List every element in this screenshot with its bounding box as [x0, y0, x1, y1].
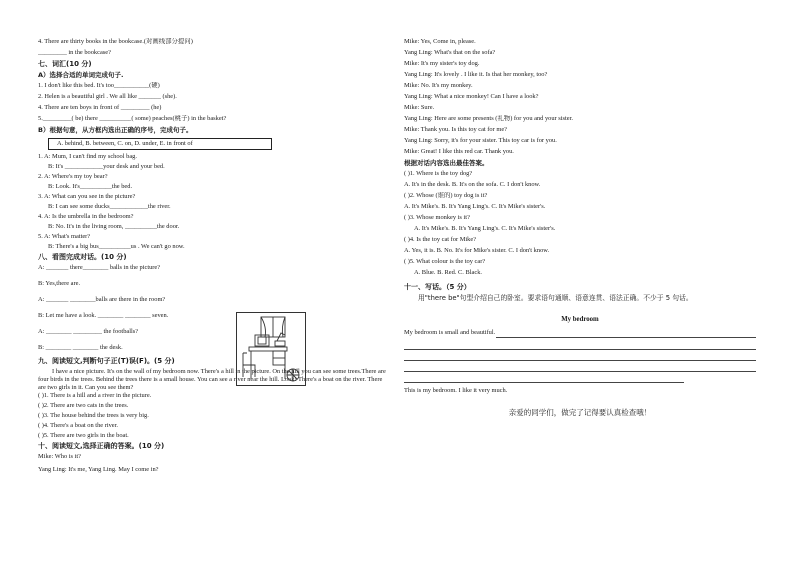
section-11-title: 十一、写话。（5 分） — [404, 283, 471, 291]
dialog-line: Mike: It's my sister's toy dog. — [404, 60, 480, 67]
judge-item: ( )3. The house behind the trees is very big. — [38, 412, 149, 419]
picture-dialog-line: B: Yes,there are. — [38, 280, 81, 287]
judge-item: ( )1. There is a hill and a river in the picture. — [38, 392, 152, 399]
section-7b-title: B）根据句意，从方框内选出正确的序号，完成句子。 — [38, 126, 193, 134]
question-options: A. Blue. B. Red. C. Black. — [414, 269, 482, 276]
reading-dialog-line: Yang Ling: It's me, Yang Ling. May I come in? — [38, 466, 159, 473]
fill-item: 1. I don't like this bed. It's too___________(硬) — [38, 82, 160, 89]
question-stem: ( )3. Whose monkey is it? — [404, 214, 470, 221]
section-7a-title: A）选择合适的单词完成句子. — [38, 71, 124, 79]
fill-item: 5._________( be) there __________( some) peaches(桃子) in the basket? — [38, 115, 227, 122]
dialog-line: Yang Ling: It's lovely . I like it. Is that her monkey, too? — [404, 71, 548, 78]
dialog-item: B: I can see some ducks____________the river. — [48, 203, 171, 210]
writing-line[interactable] — [404, 339, 756, 350]
options-box: A. behind, B. between, C. on, D. under, E. in front of — [48, 138, 272, 150]
dialog-line: Yang Ling: Sorry, it's for your sister. This toy car is for you. — [404, 137, 557, 144]
dialog-line: Mike: Great! I like this red car. Thank you. — [404, 148, 514, 155]
fill-item: 2. Helen is a beautiful girl . We all like _______ (she). — [38, 93, 177, 100]
judge-item: ( )2. There are two cats in the trees. — [38, 402, 129, 409]
fill-item: 4. There are ten boys in front of _________ (he) — [38, 104, 162, 111]
dialog-item: B: No. It's in the living room, __________the door. — [48, 223, 180, 230]
picture-dialog-line: B: ________ ________ the desk. — [38, 344, 123, 351]
writing-line[interactable] — [496, 337, 756, 338]
dialog-line: Yang Ling: What a nice monkey! Can I have a look? — [404, 93, 539, 100]
dialog-line: Mike: No. It's my monkey. — [404, 82, 473, 89]
dialog-line: Mike: Yes, Come in, please. — [404, 38, 476, 45]
writing-line[interactable] — [404, 361, 756, 372]
picture-dialog-line: B: Let me have a look. ________ ________ seven. — [38, 312, 169, 319]
writing-task: 用"there be"句型介绍自己的卧室。要求语句通顺、语意连贯、语法正确。不少于 5 句话。 — [418, 294, 693, 302]
reading-dialog-line: Mike: Who is it? — [38, 453, 82, 460]
question-options: A. It's in the desk. B. It's on the sofa. C. I don't know. — [404, 181, 541, 188]
dialog-item: 3. A: What can you see in the picture? — [38, 193, 136, 200]
dialog-item: B: Look. It's__________the bed. — [48, 183, 133, 190]
picture-dialog-line: A: _______ ________balls are there in the room? — [38, 296, 166, 303]
room-illustration-icon — [237, 313, 305, 385]
questions-title: 根据对话内容选出最佳答案。 — [404, 159, 489, 167]
question-options: A. It's Mike's. B. It's Yang Ling's. C. It's Mike's sister's. — [404, 203, 546, 210]
dialog-line: Mike: Sure. — [404, 104, 435, 111]
writing-line[interactable] — [404, 372, 684, 383]
question-options: A. It's Mike's. B. It's Yang Ling's. C. It's Mike's sister's. — [414, 225, 556, 232]
essay-end: This is my bedroom. I like it very much. — [404, 387, 508, 395]
room-picture — [236, 312, 306, 386]
picture-dialog-line: A: _______ there________ balls in the picture? — [38, 264, 161, 271]
section-10-title: 十、阅读短文,选择正确的答案。(10 分) — [38, 442, 165, 450]
dialog-item: 4. A: Is the umbrella in the bedroom? — [38, 213, 134, 220]
essay-first-line — [404, 329, 756, 339]
dialog-item: 5. A: What's matter? — [38, 233, 91, 240]
reading-passage: I have a nice picture. It's on the wall of my bedroom now. There's a hill in the picture. On the hill you can see some trees.There are four birds in the trees. Behind the trees there is a small house. You can see a river near the hill. Look! There's a boat on the river. There are two girls in it. Can you see them? — [38, 368, 386, 391]
left-column — [38, 38, 390, 477]
question-options: A. Yes, it is. B. No. It's for Mike's sister. C. I don't know. — [404, 247, 550, 254]
right-column — [404, 38, 756, 418]
section-9-title: 九、阅读短文,判断句子正(T)误(F)。(5 分) — [38, 357, 175, 365]
dialog-line: Yang Ling: What's that on the sofa? — [404, 49, 496, 56]
essay-start: My bedroom is small and beautiful. — [404, 329, 496, 337]
dialog-item: B: There's a big bus__________us . We can't go now. — [48, 243, 185, 250]
dialog-line: Yang Ling: Here are some presents (礼物) for you and your sister. — [404, 115, 574, 122]
section-8-title: 八、看图完成对话。(10 分) — [38, 253, 127, 261]
judge-item: ( )4. There's a boat on the river. — [38, 422, 119, 429]
judge-item: ( )5. There are two girls in the boat. — [38, 432, 129, 439]
closing-note: 亲爱的同学们，做完了记得要认真检查哦！ — [508, 408, 652, 418]
dialog-item: B: It's ____________your desk and your bed. — [48, 163, 165, 170]
writing-line[interactable] — [404, 350, 756, 361]
dialog-item: 1. A: Mum, I can't find my school bag. — [38, 153, 137, 160]
essay-title: My bedroom — [561, 316, 599, 323]
question-stem: ( )1. Where is the toy dog? — [404, 170, 473, 177]
answer-line: _________ in the bookcase? — [38, 49, 111, 56]
question-stem: ( )4. Is the toy cat for Mike? — [404, 236, 477, 243]
section-7-title: 七、词汇(10 分) — [38, 60, 92, 68]
question-stem: ( )5. What colour is the toy car? — [404, 258, 486, 265]
question-line: 4. There are thirty books in the bookcase.(对画线部分提问) — [38, 38, 193, 45]
question-stem: ( )2. Whose (谁的) toy dog is it? — [404, 192, 488, 199]
dialog-line: Mike: Thank you. Is this toy cat for me? — [404, 126, 507, 133]
picture-dialog-line: A: ________ _________ the footballs? — [38, 328, 139, 335]
dialog-item: 2. A: Where's my toy bear? — [38, 173, 108, 180]
